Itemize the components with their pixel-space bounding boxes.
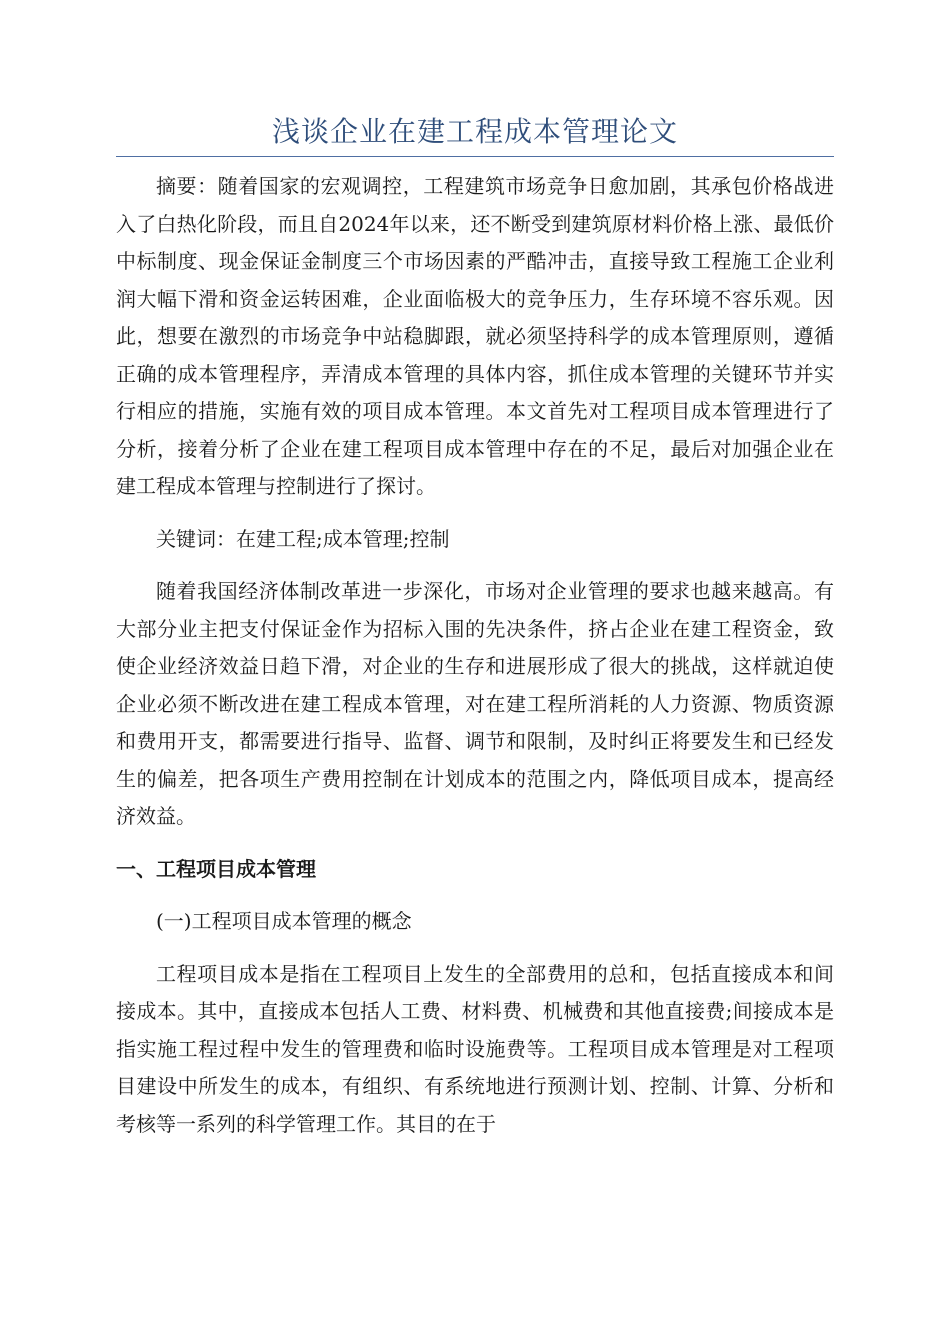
subsection-heading: (一)工程项目成本管理的概念 [156, 909, 412, 933]
section-heading: 一、工程项目成本管理 [116, 856, 316, 881]
intro-paragraph: 随着我国经济体制改革进一步深化，市场对企业管理的要求也越来越高。有大部分业主把支付保证金作为招标入围的先决条件，挤占企业在建工程资金，致使企业经济效益日趋下滑，对企业的生存和进展形成了很大的挑战，这样就迫使企业必须不断改进在建工程成本管理，对在建工程所消耗的人力资源、物质资源和费用开支，都需要进行指导、监督、调节和限制，及时纠正将要发生和已经发生的偏差，把各项生产费用控制在计划成本的范围之内，降低项目成本，提高经济效益。 [116, 579, 834, 828]
document-page [116, 108, 834, 1143]
body-paragraph: 工程项目成本是指在工程项目上发生的全部费用的总和，包括直接成本和间接成本。其中，直接成本包括人工费、材料费、机械费和其他直接费;间接成本是指实施工程过程中发生的管理费和临时设施费等。工程项目成本管理是对工程项目建设中所发生的成本，有组织、有系统地进行预测计划、控制、计算、分析和考核等一系列的科学管理工作。其目的在于 [116, 961, 834, 1136]
abstract-paragraph: 摘要：随着国家的宏观调控，工程建筑市场竞争日愈加剧，其承包价格战进入了白热化阶段，而且自2024年以来，还不断受到建筑原材料价格上涨、最低价中标制度、现金保证金制度三个市场因素的严酷冲击，直接导致工程施工企业利润大幅下滑和资金运转困难，企业面临极大的竞争压力，生存环境不容乐观。因此，想要在激烈的市场竞争中站稳脚跟，就必须坚持科学的成本管理原则，遵循正确的成本管理程序，弄清成本管理的具体内容，抓住成本管理的关键环节并实行相应的措施，实施有效的项目成本管理。本文首先对工程项目成本管理进行了分析，接着分析了企业在建工程项目成本管理中存在的不足，最后对加强企业在建工程成本管理与控制进行了探讨。 [116, 174, 834, 498]
title-underline [116, 156, 834, 157]
keywords-paragraph: 关键词：在建工程;成本管理;控制 [156, 526, 450, 551]
document-title: 浅谈企业在建工程成本管理论文 [271, 115, 678, 148]
